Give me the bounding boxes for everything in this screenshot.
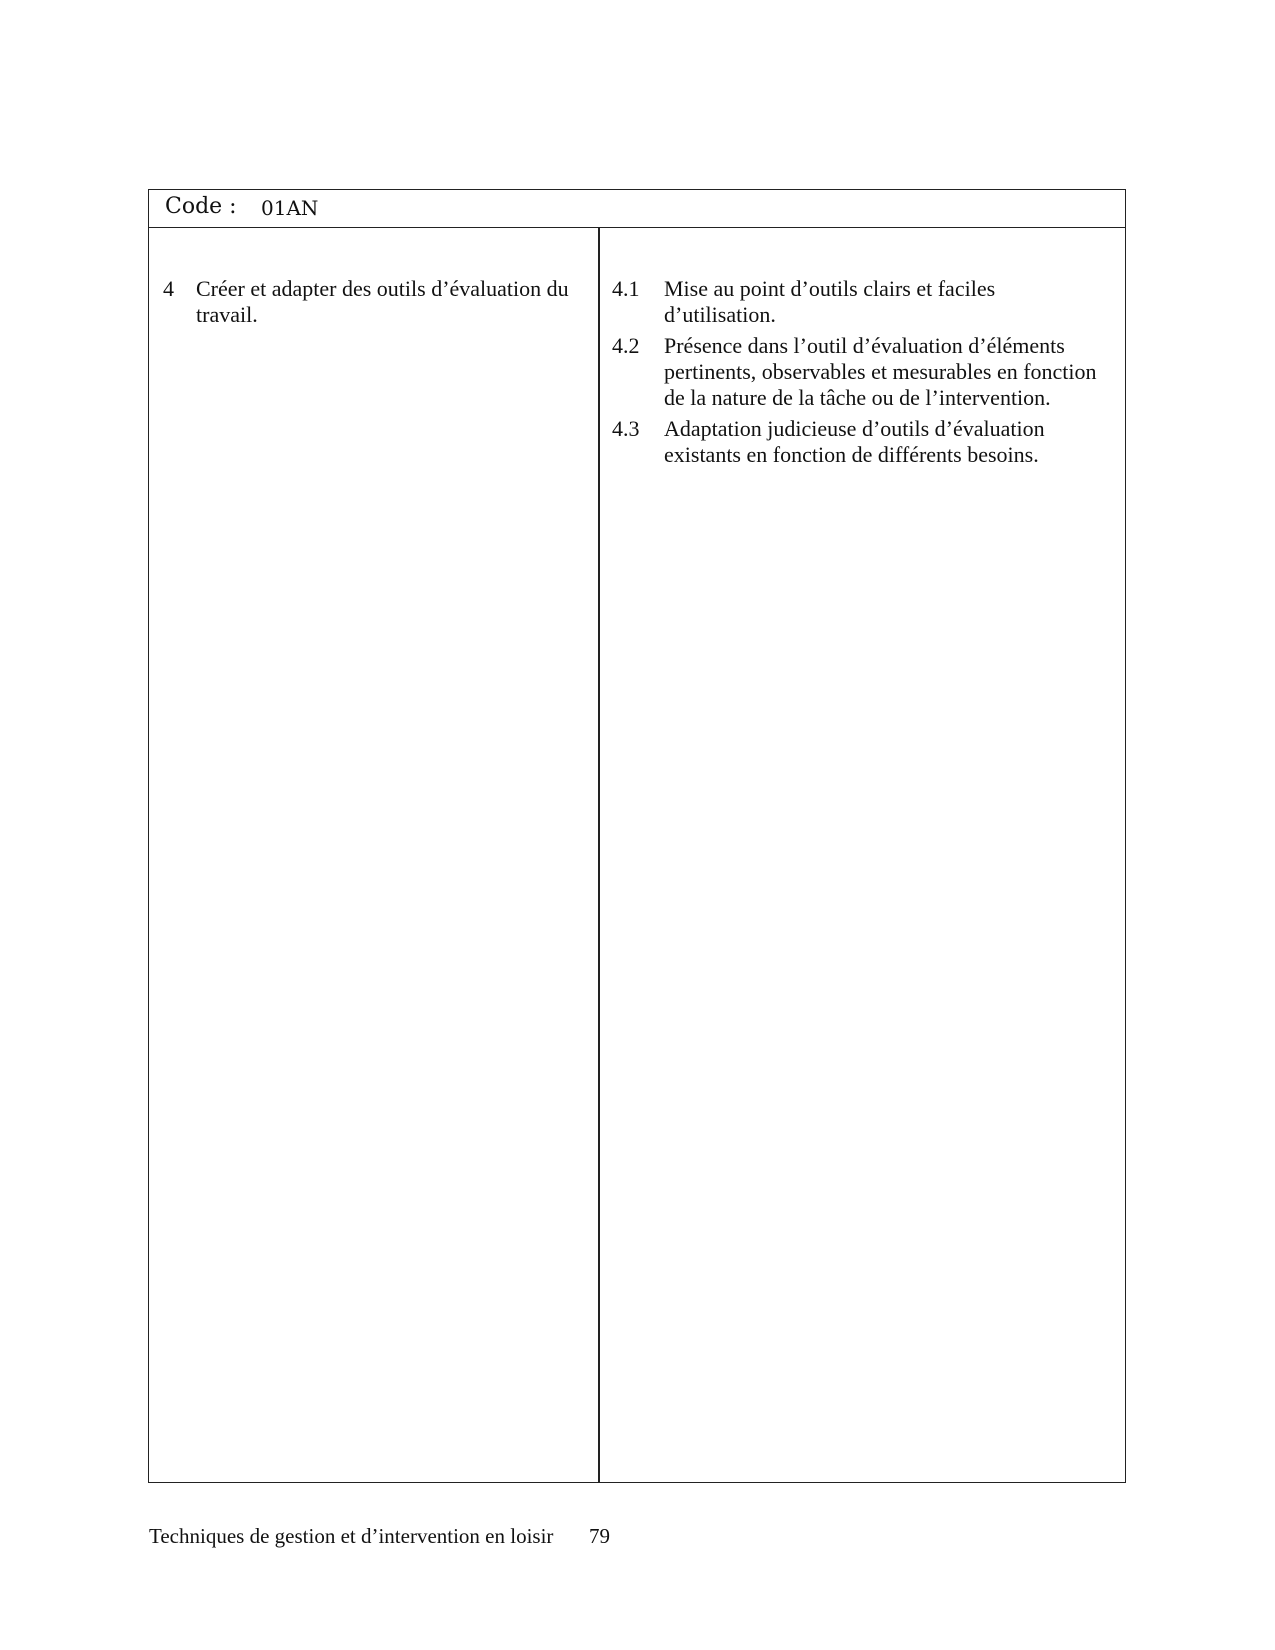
criterion-text-line: Adaptation judicieuse d’outils d’évaluation [664,416,1045,441]
criterion-text-line: pertinents, observables et mesurables en fonction [664,359,1097,384]
element-number: 4 [163,276,174,301]
element-text [196,276,596,328]
footer-page-number: 79 [589,1524,610,1548]
criterion-number: 4.3 [612,416,640,441]
criterion-text [664,333,1134,411]
code-value: 01AN [261,196,319,220]
code-label: Code : [165,194,237,219]
criterion-text [664,276,1124,328]
criterion-number: 4.1 [612,276,640,301]
element-text-line: Créer et adapter des outils d’évaluation du [196,276,569,301]
criterion-text-line: de la nature de la tâche ou de l’intervention. [664,385,1051,410]
column-divider [598,228,600,1482]
criterion-text-line: Mise au point d’outils clairs et faciles [664,276,996,301]
criterion-text [664,416,1124,468]
element-text-line: travail. [196,302,258,327]
criterion-text-line: Présence dans l’outil d’évaluation d’éléments [664,333,1065,358]
criterion-text-line: d’utilisation. [664,302,776,327]
criterion-number: 4.2 [612,333,640,358]
code-row [149,190,1125,228]
competency-table [148,189,1126,1483]
footer-program-title: Techniques de gestion et d’intervention en loisir [149,1524,554,1548]
criterion-text-line: existants en fonction de différents besoins. [664,442,1039,467]
